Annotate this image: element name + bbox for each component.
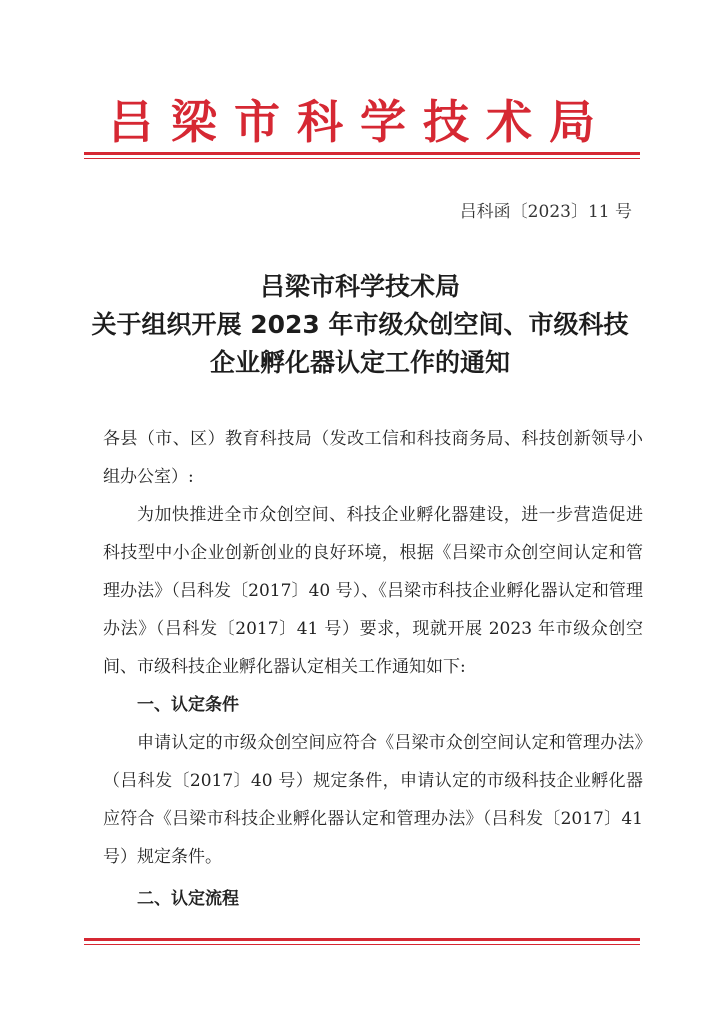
section-heading-process: 二、认定流程 — [137, 889, 239, 909]
salutation: 各县（市、区）教育科技局（发改工信和科技商务局、科技创新领导小组办公室）: — [103, 429, 643, 487]
document-title — [60, 268, 660, 382]
header-red-rule — [84, 152, 640, 155]
organization-header: 吕梁市科学技术局 — [108, 95, 612, 149]
footer-red-rule — [84, 938, 640, 941]
intro-paragraph: 为加快推进全市众创空间、科技企业孵化器建设，进一步营造促进科技型中小企业创新创业的良好环境，根据《吕梁市众创空间认定和管理办法》（吕科发〔2017〕40 号）、《吕梁市科技企业孵化器认定和管理办法》（吕科发〔2017〕41 号）要求，现就开展 2023 年市级众创空间、市级科技企业孵化器认定相关工作通知如下: — [103, 505, 643, 677]
title-line: 吕梁市科学技术局 — [259, 272, 460, 301]
document-body — [103, 420, 643, 918]
section-heading-conditions: 一、认定条件 — [137, 695, 239, 715]
title-line: 关于组织开展 2023 年市级众创空间、市级科技 — [91, 310, 629, 339]
title-line: 企业孵化器认定工作的通知 — [209, 348, 510, 377]
section-paragraph-conditions: 申请认定的市级众创空间应符合《吕梁市众创空间认定和管理办法》（吕科发〔2017〕40 号）规定条件，申请认定的市级科技企业孵化器应符合《吕梁市科技企业孵化器认定和管理办法》（吕科发〔2017〕41 号）规定条件。 — [103, 733, 643, 867]
document-number: 吕科函〔2023〕11 号 — [459, 202, 632, 222]
